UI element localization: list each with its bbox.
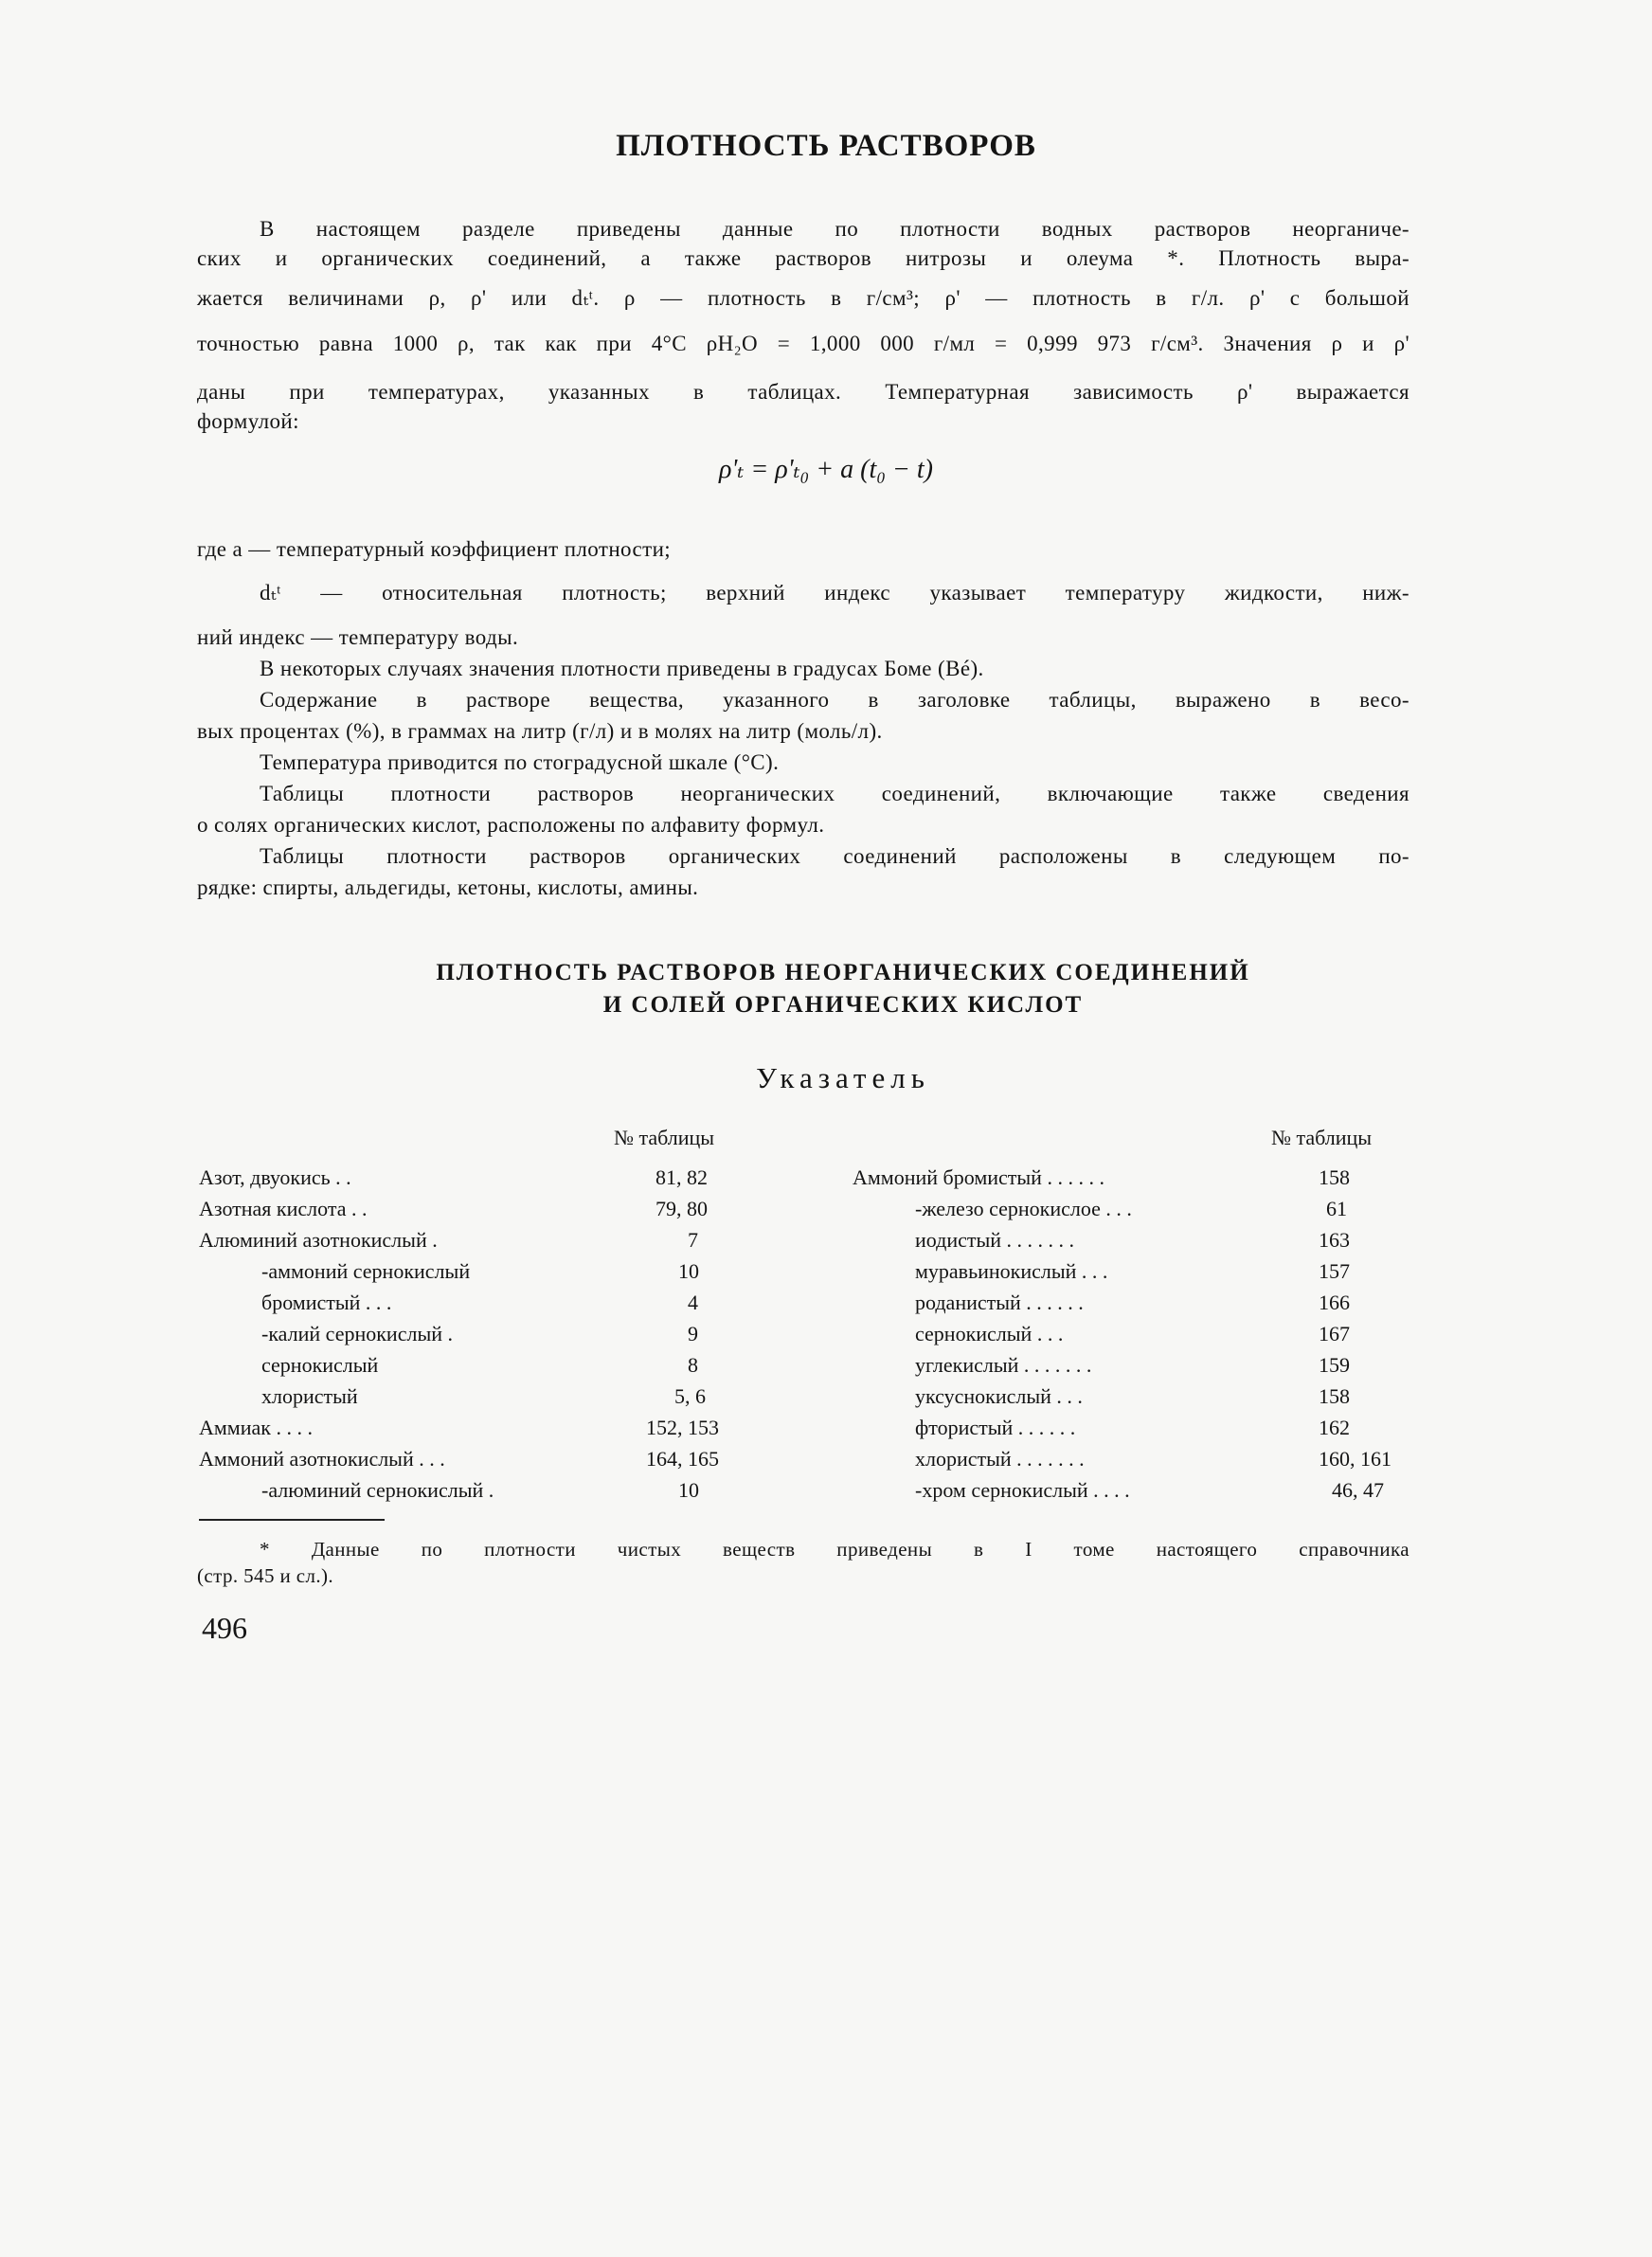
def-line-2: dₜᵗ — относительная плотность; верхний индекс указывает температуру жидкости, ниж- [260,581,1410,605]
index-entry-number: 158 [1319,1165,1350,1189]
intro-line-2: ских и органических соединений, а также растворов нитрозы и олеума *. Плотность выра- [197,246,1410,270]
index-entry-name: -алюминий сернокислый . [261,1478,494,1502]
index-entry-number: 4 [688,1291,698,1314]
index-entry-number: 159 [1319,1353,1350,1377]
index-entry-name: Аммоний бромистый . . . . . . [853,1165,1104,1189]
index-entry-name: уксуснокислый . . . [915,1384,1083,1408]
def-line-11: рядке: спирты, альдегиды, кетоны, кислоты, амины. [197,876,699,899]
index-entry-number: 5, 6 [674,1384,706,1408]
index-entry-name: хлористый . . . . . . . [915,1447,1085,1471]
section-title-line-2: И СОЛЕЙ ОРГАНИЧЕСКИХ КИСЛОТ [602,992,1084,1018]
intro-line-3: жается величинами ρ, ρ' или dₜᵗ. ρ — плотность в г/см³; ρ' — плотность в г/л. ρ' с большой [197,286,1410,310]
index-entry-number: 46, 47 [1332,1478,1384,1502]
index-entry-name: хлористый [261,1384,358,1408]
intro-line-4: точностью равна 1000 ρ, так как при 4°С ρH₂O = 1,000 000 г/мл = 0,999 973 г/см³. Значения ρ и ρ' [197,332,1410,355]
def-line-7: Температура приводится по стоградусной шкале (°С). [260,750,780,774]
index-entry-number: 7 [688,1228,698,1252]
footnote-separator [199,1519,385,1521]
density-formula: ρ'ₜ = ρ'ₜ₀ + a (t₀ − t) [718,455,934,484]
index-entry-name: -калий сернокислый . [261,1322,453,1345]
index-entry-number: 158 [1319,1384,1350,1408]
footnote-line-1: * Данные по плотности чистых веществ приведены в I томе настоящего справочника [260,1538,1410,1561]
index-entry-number: 157 [1319,1259,1350,1283]
def-line-10: Таблицы плотности растворов органических соединений расположены в следующем по- [260,844,1410,868]
index-entry-number: 163 [1319,1228,1350,1252]
index-entry-number: 152, 153 [646,1416,719,1439]
index-entry-name: -хром сернокислый . . . . [915,1478,1130,1502]
index-entry-name: Аммоний азотнокислый . . . [199,1447,445,1471]
index-entry-name: сернокислый . . . [915,1322,1064,1345]
intro-line-6: формулой: [197,409,299,433]
page-title: ПЛОТНОСТЬ РАСТВОРОВ [616,129,1036,163]
intro-line-1: В настоящем разделе приведены данные по плотности водных растворов неорганиче- [260,217,1410,241]
index-entry-number: 79, 80 [655,1197,708,1220]
def-line-3: ний индекс — температуру воды. [197,625,519,649]
index-entry-name: иодистый . . . . . . . [915,1228,1075,1252]
index-entry-name: Азотная кислота . . [199,1197,368,1220]
def-line-4: В некоторых случаях значения плотности приведены в градусах Боме (Bé). [260,657,984,680]
index-entry-number: 10 [678,1478,699,1502]
index-entry-name: Азот, двуокись . . [199,1165,351,1189]
index-entry-number: 61 [1326,1197,1347,1220]
index-entry-number: 81, 82 [655,1165,708,1189]
index-entry-name: -аммоний сернокислый [261,1259,471,1283]
left-column-header: № таблицы [614,1126,715,1149]
index-entry-name: бромистый . . . [261,1291,392,1314]
index-entry-number: 10 [678,1259,699,1283]
index-entry-number: 162 [1319,1416,1350,1439]
def-line-5: Содержание в растворе вещества, указанного в заголовке таблицы, выражено в весо- [260,688,1410,712]
page-number: 496 [202,1611,247,1645]
index-entry-name: углекислый . . . . . . . [915,1353,1092,1377]
index-entry-name: фтористый . . . . . . [915,1416,1076,1439]
right-column-header: № таблицы [1271,1126,1373,1149]
index-entry-name: Алюминий азотнокислый . [199,1228,438,1252]
index-entry-number: 164, 165 [646,1447,719,1471]
index-entry-name: муравьинокислый . . . [915,1259,1108,1283]
intro-line-5: даны при температурах, указанных в таблицах. Температурная зависимость ρ' выражается [197,380,1410,404]
index-entry-number: 160, 161 [1319,1447,1392,1471]
index-entry-name: Аммиак . . . . [199,1416,313,1439]
index-entry-number: 8 [688,1353,698,1377]
index-entry-number: 9 [688,1322,698,1345]
index-entry-number: 167 [1319,1322,1350,1345]
section-title-line-1: ПЛОТНОСТЬ РАСТВОРОВ НЕОРГАНИЧЕСКИХ СОЕДИНЕНИЙ [436,960,1250,985]
def-line-6: вых процентах (%), в граммах на литр (г/л) и в молях на литр (моль/л). [197,719,883,743]
index-entry-name: роданистый . . . . . . [915,1291,1084,1314]
index-entry-number: 166 [1319,1291,1350,1314]
def-line-8: Таблицы плотности растворов неорганических соединений, включающие также сведения [260,782,1410,805]
def-line-1: где a — температурный коэффициент плотности; [197,537,672,561]
index-title: Указатель [756,1061,930,1094]
def-line-9: о солях органических кислот, расположены по алфавиту формул. [197,813,825,837]
index-entry-name: сернокислый [261,1353,379,1377]
index-entry-name: -железо сернокислое . . . [915,1197,1132,1220]
footnote-line-2: (стр. 545 и сл.). [197,1564,334,1587]
